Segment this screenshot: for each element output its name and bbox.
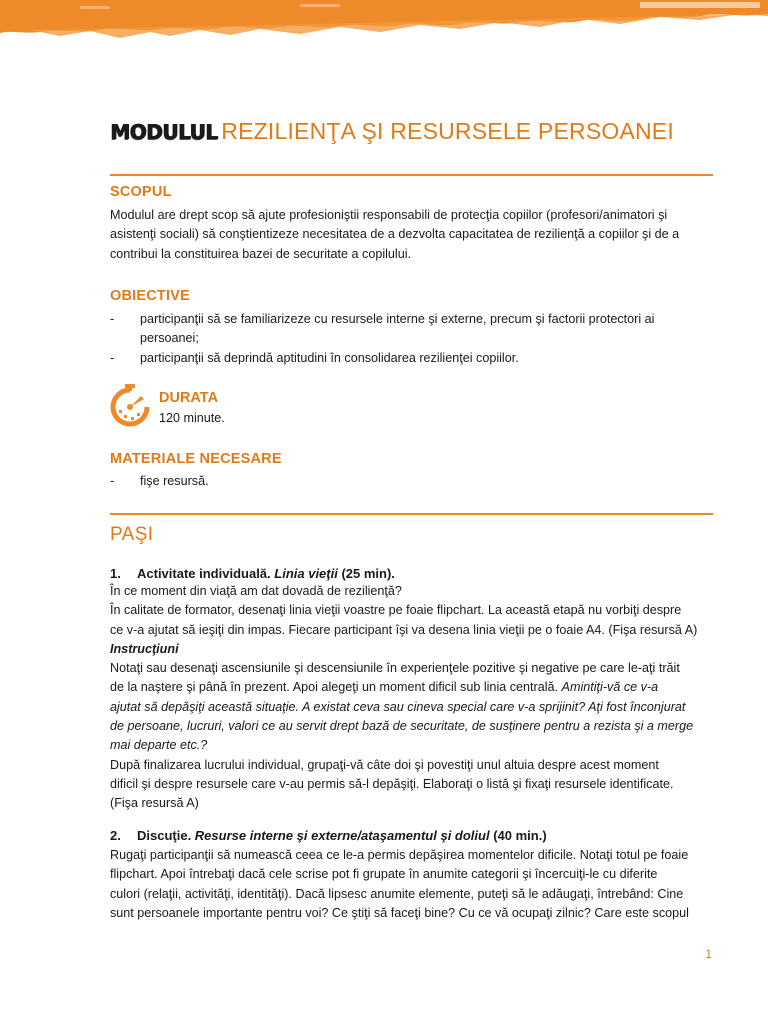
text-line: După finalizarea lucrului individual, grupaţi-vă câte doi şi povestiţi unul altuia despre acest moment [110,757,659,772]
module-word: MODULUL [110,120,218,144]
step-heading-1 [110,566,395,581]
top-decorative-band [0,0,768,40]
bullet-dash: - [110,474,115,488]
durata-value: 120 minute. [159,411,225,425]
step-duration: (25 min). [337,566,395,581]
step-title: Discuţie. [137,828,195,843]
module-title [110,118,713,145]
text-line: (Fişa resursă A) [110,796,199,811]
text-line: În calitate de formator, desenaţi linia vieţii voastre pe foaie flipchart. La această etapă nu vorbiţi despre [110,603,682,618]
text-line: de persoane, lucruri, valori ce au servit drept bază de securitate, de susţinere pentru a rezista şi a merge [110,719,694,734]
instructions-label: Instrucţiuni [110,641,179,656]
step1-body [110,582,713,814]
text-line: Modulul are drept scop să ajute profesioniştii responsabili de protecţia copiilor (profesori/animatori şi [110,208,668,222]
step-title-italic: Resurse interne şi externe/ataşamentul şi doliul [194,828,490,843]
text-line: persoanei; [140,331,199,346]
clock-icon [110,384,150,428]
section-heading-pasi: PAŞI [110,524,154,545]
text-line: contribui la constituirea bazei de securitate a copilului. [110,246,412,261]
text-line: Notaţi sau desenaţi ascensiunile şi descensiunile în experienţele pozitive şi negative pe care le-aţi trăit [110,661,680,676]
step-title: Activitate individuală. [137,566,275,581]
bullet-dash: - [110,312,115,326]
text-line: sunt persoanele importante pentru voi? Ce ştiţi să faceţi bine? Cu ce vă ocupaţi zilnic? Care este scopul [110,905,689,920]
module-title-text: REZILIENŢA ŞI RESURSELE PERSOANEI [221,118,674,144]
text-line: flipchart. Apoi întrebaţi dacă cele scrise pot fi grupate în anumite categorii şi încercuiţi-le cu diferite [110,867,658,882]
text-line: mai departe etc.? [110,738,208,753]
section-heading-obiective: OBIECTIVE [110,288,190,304]
step2-body [110,846,713,923]
text-line: Rugaţi participanţii să numească ceea ce le-a permis depăşirea momentelor dificile. Notaţi totul pe foaie [110,848,689,862]
scopul-paragraph [110,206,713,264]
section-heading-materiale: MATERIALE NECESARE [110,451,282,467]
step-duration: (40 min.) [489,828,547,843]
step-title-italic: Linia vieţii [274,566,338,581]
text-line: fişe resursă. [140,474,209,488]
step-number: 2. [110,828,121,843]
text-line: ce v-a ajutat să ieşiţi din impas. Fiecare participant îşi va desena linia vieţii pe o foaie A4. (Fişa resursă A) [110,622,698,637]
bullet-dash: - [110,351,115,365]
text-line: ajutat să depăşiţi această situaţie. A existat ceva sau cineva special care v-a sprijinit? Aţi fost înconjurat [110,699,686,714]
section-heading-durata: DURATA [159,390,219,406]
text-line: dificil şi despre resursele care v-au permis să-l depăşiţi. Elaboraţi o listă şi fixaţi resursele identificate. [110,776,674,791]
page-number: 1 [705,947,712,961]
text-line: culori (relaţii, activităţi, identităţi). Dacă lipsesc anumite elemente, puteţi să le adăugaţi, întrebând: Cine [110,886,684,901]
text-line: asistenţi sociali) să conştientizeze necesitatea de a dezvolta capacitatea de rezilienţă a copiilor şi de a [110,227,680,242]
text-segment: de la naştere şi până în prezent. Apoi alegeţi un moment dificil sub linia centrală. [110,680,562,695]
text-line [110,678,713,697]
step-heading-2 [110,828,547,843]
text-line: participanţii să se familiarizeze cu resursele interne şi externe, precum şi factorii protectori ai [140,312,655,326]
text-segment-italic: Amintiţi-vă ce v-a [561,680,659,695]
divider [110,174,713,176]
section-heading-scopul: SCOPUL [110,184,172,200]
text-line: participanţii să deprindă aptitudini în consolidarea rezilienţei copiilor. [140,351,519,365]
text-line: În ce moment din viaţă am dat dovadă de rezilienţă? [110,584,402,598]
step-number: 1. [110,566,121,581]
divider [110,513,713,515]
